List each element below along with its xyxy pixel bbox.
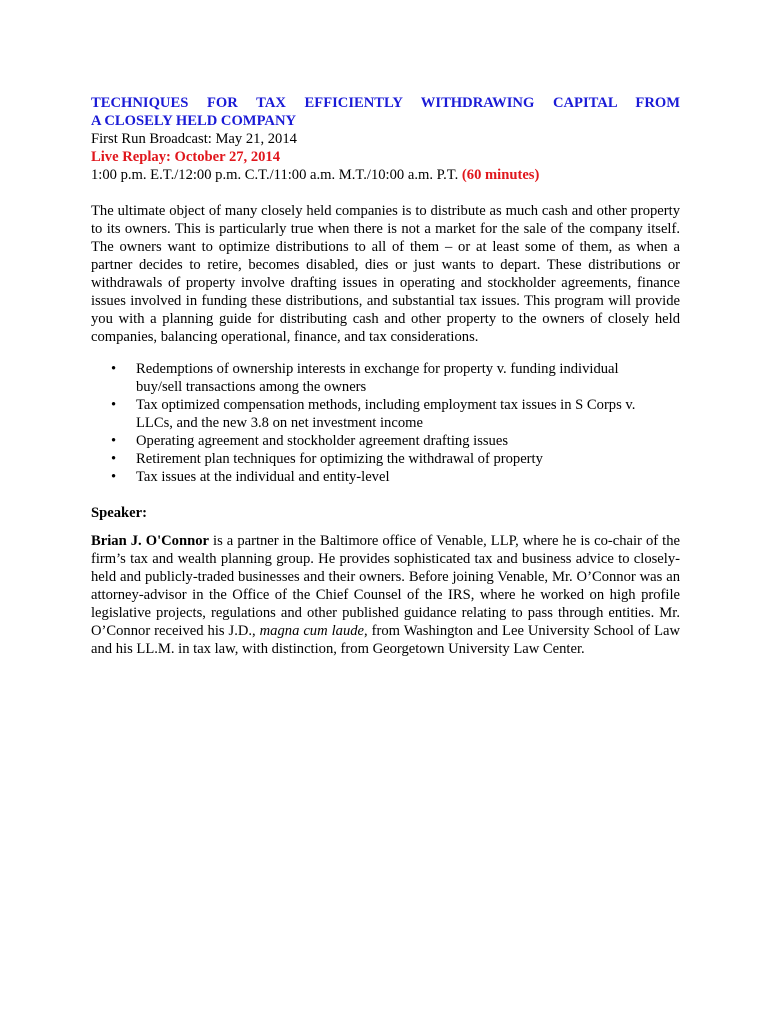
list-item-text: Operating agreement and stockholder agreement drafting issues: [136, 433, 509, 449]
document-title: [91, 94, 680, 130]
bullet-icon: •: [111, 361, 117, 377]
topic-list: [91, 360, 680, 486]
duration: (60 minutes): [461, 167, 540, 183]
live-replay-date: Live Replay: October 27, 2014: [91, 149, 281, 165]
bio-latin-honor: magna cum laude: [259, 623, 365, 639]
bullet-icon: •: [111, 451, 117, 467]
bio-text-part-2: , from Washington and Lee University School of Law and his LL.M. in tax law, with distinction, from Georgetown University Law Center.: [91, 623, 680, 657]
speaker-heading: Speaker:: [91, 505, 147, 521]
bullet-icon: •: [111, 397, 117, 413]
list-item: [91, 432, 636, 450]
bullet-icon: •: [111, 469, 117, 485]
program-description: The ultimate object of many closely held companies is to distribute as much cash and other property to its owners. This is particularly true when there is not a market for the sale of the company itself. The owners want to optimize distributions to all of them – or at least some of them, as when a partner decides to retire, becomes disabled, dies or just wants to depart. These distributions or withdrawals of property involve drafting issues in operating and stockholder agreements, finance issues involved in funding these distributions, and substantial tax issues. This program will provide you with a planning guide for distributing cash and other property to the owners of closely held companies, balancing operational, finance, and tax considerations.: [91, 203, 680, 345]
speaker-name: Brian J. O'Connor: [91, 533, 209, 549]
speaker-bio: [91, 532, 680, 658]
time-zones: 1:00 p.m. E.T./12:00 p.m. C.T./11:00 a.m. M.T./10:00 a.m. P.T.: [91, 167, 459, 183]
bullet-icon: •: [111, 433, 117, 449]
bio-text-part-1: is a partner in the Baltimore office of Venable, LLP, where he is co-chair of the firm’s tax and wealth planning group. He provides sophisticated tax and business advice to closely-held and publicly-traded businesses and their owners. Before joining Venable, Mr. O’Connor was an attorney-advisor in the Office of the Chief Counsel of the IRS, where he worked on high profile legislative projects, regulations and other published guidance relating to pass through entities. Mr. O’Connor received his J.D.,: [91, 533, 680, 639]
document-page: [91, 94, 680, 658]
list-item-text: Tax optimized compensation methods, including employment tax issues in S Corps v. LLCs, and the new 3.8 on net investment income: [136, 397, 636, 431]
broadcast-times: [91, 166, 680, 184]
list-item-text: Tax issues at the individual and entity-level: [136, 469, 390, 485]
title-line-1: TECHNIQUES FOR TAX EFFICIENTLY WITHDRAWING CAPITAL FROM: [91, 95, 680, 111]
list-item-text: Redemptions of ownership interests in exchange for property v. funding individual buy/sell transactions among the owners: [136, 361, 619, 395]
list-item: [91, 360, 636, 396]
list-item-text: Retirement plan techniques for optimizing the withdrawal of property: [136, 451, 543, 467]
list-item: [91, 450, 636, 468]
title-line-2: A CLOSELY HELD COMPANY: [91, 113, 297, 129]
first-run-broadcast: First Run Broadcast: May 21, 2014: [91, 131, 297, 147]
list-item: [91, 468, 636, 486]
list-item: [91, 396, 636, 432]
